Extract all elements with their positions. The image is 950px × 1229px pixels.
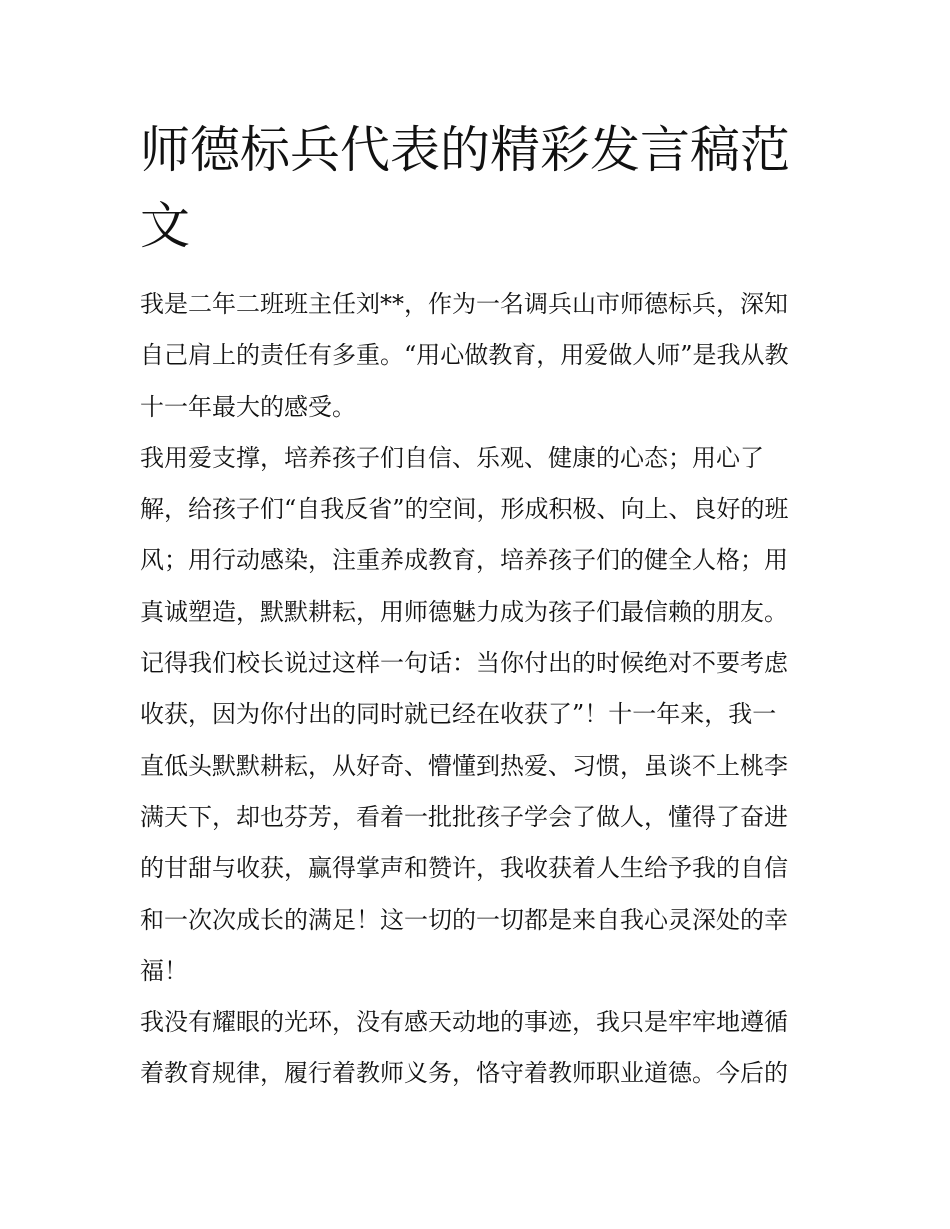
text-line: 的甘甜与收获，赢得掌声和赞许，我收获着人生给予我的自信 [140, 854, 788, 883]
title-line: 文 [140, 197, 190, 255]
paragraph-3 [140, 638, 816, 997]
text-line: 收获，因为你付出的同时就已经在收获了”！十一年来，我一 [140, 700, 777, 729]
text-line: 自己肩上的责任有多重。“用心做教育，用爱做人师”是我从教 [140, 341, 789, 370]
paragraph-2 [140, 433, 816, 638]
text-line: 满天下，却也芬芳，看着一批批孩子学会了做人，懂得了奋进 [140, 802, 788, 831]
document-title [140, 112, 816, 264]
text-line: 十一年最大的感受。 [140, 392, 356, 421]
text-line: 和一次次成长的满足！这一切的一切都是来自我心灵深处的幸 [140, 905, 788, 934]
text-line: 直低头默默耕耘，从好奇、懵懂到热爱、习惯，虽谈不上桃李 [140, 751, 788, 780]
document-content [140, 112, 816, 1100]
paragraph-1 [140, 279, 816, 433]
document-body [140, 279, 816, 1100]
paragraph-4 [140, 997, 816, 1100]
text-line: 我是二年二班班主任刘**，作为一名调兵山市师德标兵，深知 [140, 290, 788, 318]
text-line: 真诚塑造，默默耕耘，用师德魅力成为孩子们最信赖的朋友。 [140, 597, 788, 626]
text-line: 解，给孩子们“自我反省”的空间，形成积极、向上、良好的班 [140, 495, 789, 524]
text-line: 风；用行动感染，注重养成教育，培养孩子们的健全人格；用 [140, 546, 788, 575]
text-line: 我用爱支撑，培养孩子们自信、乐观、健康的心态；用心了 [140, 443, 764, 472]
text-line: 记得我们校长说过这样一句话：当你付出的时候绝对不要考虑 [140, 649, 788, 678]
text-line: 福！ [140, 956, 188, 985]
text-line: 着教育规律，履行着教师义务，恪守着教师职业道德。今后的 [140, 1059, 788, 1088]
text-line: 我没有耀眼的光环，没有感天动地的事迹，我只是牢牢地遵循 [140, 1008, 788, 1037]
title-line: 师德标兵代表的精彩发言稿范 [140, 121, 790, 179]
